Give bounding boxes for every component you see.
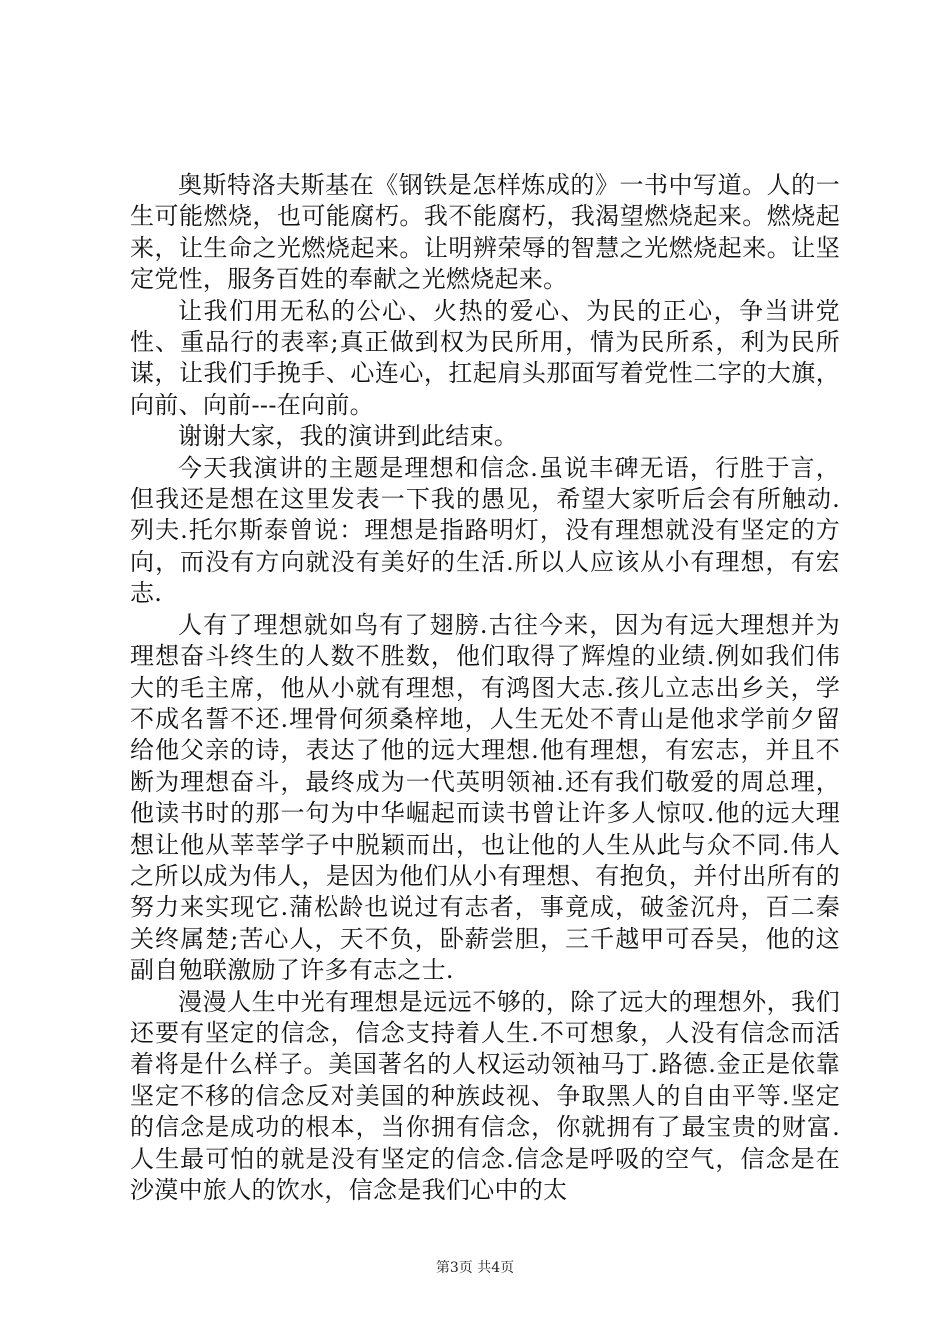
paragraph-3: 谢谢大家，我的演讲到此结束。 [178,422,519,451]
paragraph-1: 奥斯特洛夫斯基在《钢铁是怎样炼成的》一书中写道。人的一生可能燃烧，也可能腐朽。我不能腐朽，我渴望燃烧起来。燃烧起来，让生命之光燃烧起来。让明辨荣辱的智慧之光燃烧起来。让坚定党性，服务百姓的奉献之光燃烧起来。 [130,171,840,294]
document-body [130,170,840,1206]
paragraph-6: 漫漫人生中光有理想是远远不够的，除了远大的理想外，我们还要有坚定的信念，信念支持着人生.不可想象，人没有信念而活着将是什么样子。美国著名的人权运动领袖马丁.路德.金正是依靠坚定不移的信念反对美国的种族歧视、争取黑人的自由平等.坚定的信念是成功的根本，当你拥有信念，你就拥有了最宝贵的财富.人生最可怕的就是没有坚定的信念.信念是呼吸的空气，信念是在沙漠中旅人的饮水，信念是我们心中的太 [130,987,840,1204]
page-footer: 第3页 共4页 [435,1260,515,1276]
paragraph-4: 今天我演讲的主题是理想和信念.虽说丰碑无语，行胜于言，但我还是想在这里发表一下我的愚见，希望大家听后会有所触动.列夫.托尔斯泰曾说：理想是指路明灯，没有理想就没有坚定的方向，而没有方向就没有美好的生活.所以人应该从小有理想，有宏志. [130,453,840,608]
paragraph-2: 让我们用无私的公心、火热的爱心、为民的正心，争当讲党性、重品行的表率;真正做到权为民所用，情为民所系，利为民所谋，让我们手挽手、心连心，扛起肩头那面写着党性二字的大旗，向前、向前---在向前。 [130,296,840,419]
paragraph-5: 人有了理想就如鸟有了翅膀.古往今来，因为有远大理想并为理想奋斗终生的人数不胜数，他们取得了辉煌的业绩.例如我们伟大的毛主席，他从小就有理想，有鸿图大志.孩儿立志出乡关，学不成名誓不还.埋骨何须桑梓地，人生无处不青山是他求学前夕留给他父亲的诗，表达了他的远大理想.他有理想，有宏志，并且不断为理想奋斗，最终成为一代英明领袖.还有我们敬爱的周总理，他读书时的那一句为中华崛起而读书曾让许多人惊叹.他的远大理想让他从莘莘学子中脱颖而出，也让他的人生从此与众不同.伟人之所以成为伟人，是因为他们从小有理想、有抱负，并付出所有的努力来实现它.蒲松龄也说过有志者，事竟成，破釜沉舟，百二秦关终属楚;苦心人，天不负，卧薪尝胆，三千越甲可吞吴，他的这副自勉联激励了许多有志之士. [130,610,840,985]
